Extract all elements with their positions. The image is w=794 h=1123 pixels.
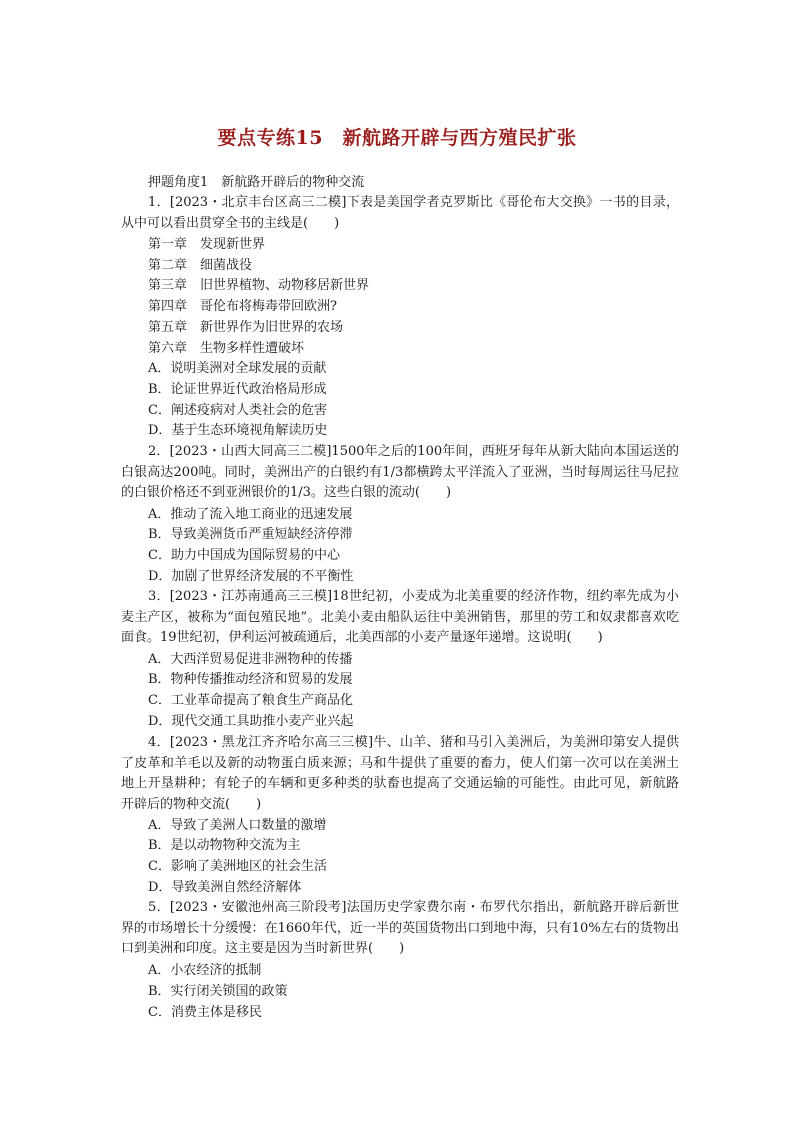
question-5-stem: 5．[2023・安徽池州高三阶段考]法国历史学家费尔南・布罗代尔指出，新航路开辟后新世界的市场增长十分缓慢：在1660年代，近一半的英国货物出口到地中海，只有10%左右的货物出口到美洲和印度。这主要是因为当时新世界( ) [121,900,679,957]
chapter-5: 第五章 新世界作为旧世界的农场 [148,320,344,335]
chapter-4: 第四章 哥伦布将梅毒带回欧洲? [148,299,337,314]
question-1-stem: 1．[2023・北京丰台区高三二模]下表是美国学者克罗斯比《哥伦布大交换》一书的目录，从中可以看出贯穿全书的主线是( ) [121,195,679,231]
question-3-option-d: D．现代交通工具助推小麦产业兴起 [148,714,354,729]
question-2-stem: 2．[2023・山西大同高三二模]1500年之后的100年间，西班牙每年从新大陆向本国运送的白银高达200吨。同时，美洲出产的白银约有1/3都横跨太平洋流入了亚洲，当时每周运往马尼拉的白银价格还不到亚洲银价的1/3。这些白银的流动( ) [121,444,679,501]
chapter-2: 第二章 细菌战役 [148,258,253,273]
question-3-stem: 3．[2023・江苏南通高三三模]18世纪初，小麦成为北美重要的经济作物，纽约率先成为小麦主产区，被称为“面包殖民地”。北美小麦由船队运往中美洲销售，那里的劳工和奴隶都喜欢吃面食。19世纪初，伊利运河被疏通后，北美西部的小麦产量逐年递增。这说明( ) [121,589,679,646]
question-3-option-b: B．物种传播推动经济和贸易的发展 [148,672,353,687]
chapter-3: 第三章 旧世界植物、动物移居新世界 [148,278,370,293]
question-5-option-b: B．实行闭关锁国的政策 [148,984,288,999]
question-3-option-a: A．大西洋贸易促进非洲物种的传播 [148,652,353,667]
question-1-option-d: D．基于生态环境视角解读历史 [148,423,328,438]
chapter-6: 第六章 生物多样性遭破坏 [148,341,305,356]
question-3-option-c: C．工业革命提高了粮食生产商品化 [148,693,353,708]
question-4-option-a: A．导致了美洲人口数量的激增 [148,818,327,833]
question-5-option-a: A．小农经济的抵制 [148,963,262,978]
question-4-option-c: C．影响了美洲地区的社会生活 [148,859,327,874]
question-1-option-b: B．论证世界近代政治格局形成 [148,382,327,397]
question-4-option-b: B．是以动物物种交流为主 [148,838,301,853]
question-5-option-c: C．消费主体是移民 [148,1005,262,1020]
question-2-option-a: A．推动了流入地工商业的迅速发展 [148,507,353,522]
page-title: 要点专练15 新航路开辟与西方殖民扩张 [217,127,577,149]
question-1-option-c: C．阐述疫病对人类社会的危害 [148,403,327,418]
chapter-1: 第一章 发现新世界 [148,237,266,252]
question-4-option-d: D．导致美洲自然经济解体 [148,880,302,895]
section-heading: 押题角度1 新航路开辟后的物种交流 [148,175,365,190]
question-2-option-d: D．加剧了世界经济发展的不平衡性 [148,569,354,584]
question-2-option-c: C．助力中国成为国际贸易的中心 [148,548,340,563]
question-2-option-b: B．导致美洲货币严重短缺经济停滞 [148,527,353,542]
question-4-stem: 4．[2023・黑龙江齐齐哈尔高三三模]牛、山羊、猪和马引入美洲后，为美洲印第安人提供了皮革和羊毛以及新的动物蛋白质来源；马和牛提供了重要的畜力，使人们第一次可以在美洲土地上开垦耕种；有轮子的车辆和更多种类的驮畜也提高了交通运输的可能性。由此可见，新航路开辟后的物种交流( ) [121,735,679,813]
question-1-option-a: A．说明美洲对全球发展的贡献 [148,361,327,376]
